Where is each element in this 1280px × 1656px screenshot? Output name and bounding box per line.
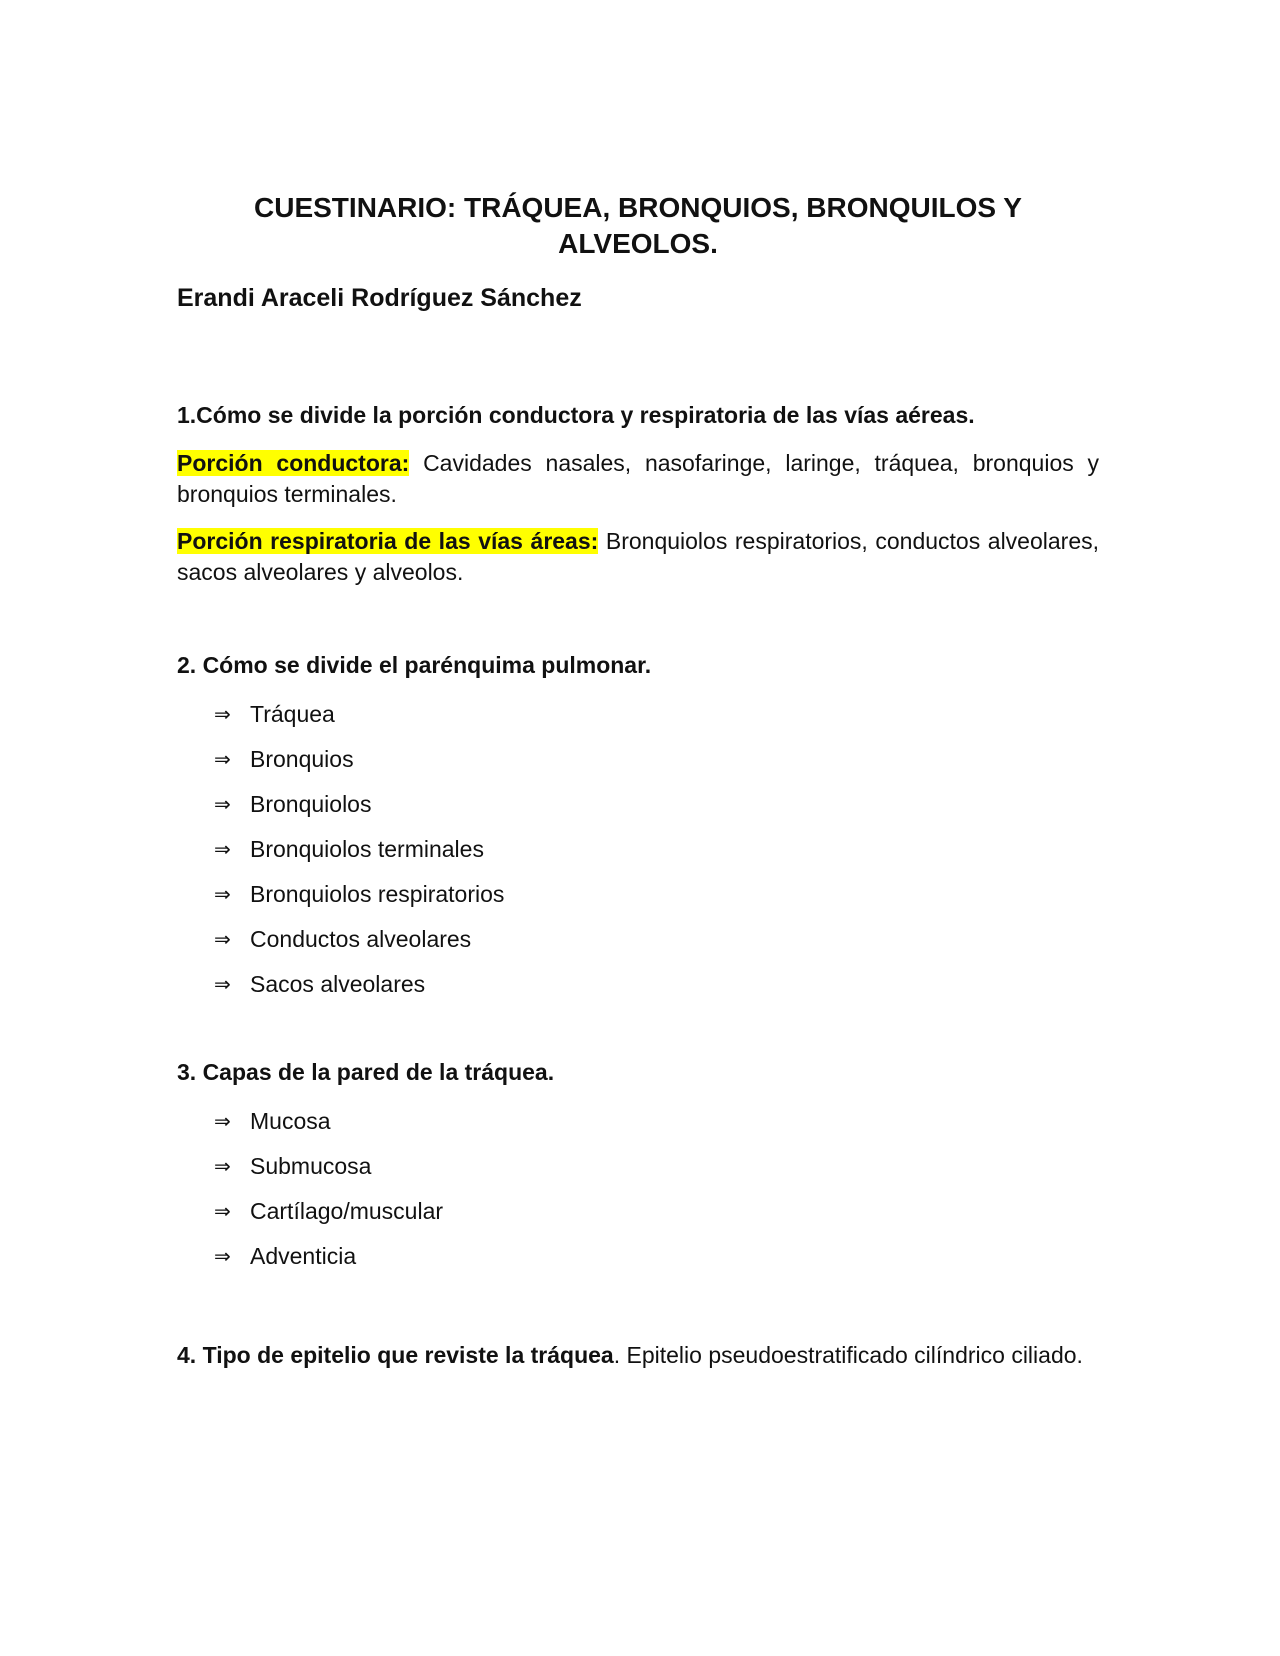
list-item [214, 1189, 1099, 1234]
list-item-text: Conductos alveolares [250, 926, 472, 952]
answer-respiratoria [177, 526, 1099, 588]
double-arrow-icon: ⇒ [214, 972, 231, 996]
parenquima-list [177, 692, 1099, 1007]
double-arrow-icon: ⇒ [214, 702, 231, 726]
list-item-text: Bronquiolos respiratorios [250, 881, 505, 907]
list-item [214, 1234, 1099, 1279]
answer-conductora [177, 448, 1099, 510]
list-item [214, 692, 1099, 737]
list-item [214, 827, 1099, 872]
label-respiratoria: Porción respiratoria de las vías áreas: [177, 528, 599, 554]
double-arrow-icon: ⇒ [214, 1154, 231, 1178]
list-item [214, 737, 1099, 782]
question-2: 2. Cómo se divide el parénquima pulmonar. [177, 652, 652, 678]
question-3: 3. Capas de la pared de la tráquea. [177, 1059, 555, 1085]
question-4 [177, 1331, 1099, 1379]
document-page [177, 190, 1099, 1402]
list-item-text: Bronquios [250, 746, 354, 772]
list-item-text: Mucosa [250, 1108, 331, 1134]
double-arrow-icon: ⇒ [214, 747, 231, 771]
double-arrow-icon: ⇒ [214, 1109, 231, 1133]
list-item [214, 1144, 1099, 1189]
double-arrow-icon: ⇒ [214, 1244, 231, 1268]
double-arrow-icon: ⇒ [214, 837, 231, 861]
list-item [214, 782, 1099, 827]
question-4-label: 4. Tipo de epitelio que reviste la tráquea [177, 1342, 614, 1368]
list-item-text: Cartílago/muscular [250, 1198, 444, 1224]
label-conductora: Porción conductora: [177, 450, 410, 476]
double-arrow-icon: ⇒ [214, 792, 231, 816]
text-conductora: Cavidades nasales, nasofaringe, laringe, tráquea, bronquios y bronquios terminales. [177, 450, 1100, 507]
double-arrow-icon: ⇒ [214, 1199, 231, 1223]
list-item-text: Bronquiolos [250, 791, 372, 817]
list-item-text: Submucosa [250, 1153, 372, 1179]
double-arrow-icon: ⇒ [214, 927, 231, 951]
double-arrow-icon: ⇒ [214, 882, 231, 906]
list-item [214, 962, 1099, 1007]
list-item [214, 872, 1099, 917]
author-name: Erandi Araceli Rodríguez Sánchez [177, 284, 582, 312]
capas-list [177, 1099, 1099, 1279]
list-item-text: Sacos alveolares [250, 971, 426, 997]
list-item-text: Tráquea [250, 701, 335, 727]
list-item-text: Adventicia [250, 1243, 357, 1269]
list-item-text: Bronquiolos terminales [250, 836, 484, 862]
question-4-answer: . Epitelio pseudoestratificado cilíndrico ciliado. [613, 1342, 1083, 1368]
list-item [214, 1099, 1099, 1144]
text-respiratoria: Bronquiolos respiratorios, conductos alveolares, sacos alveolares y alveolos. [177, 528, 1100, 585]
list-item [214, 917, 1099, 962]
question-1: 1.Cómo se divide la porción conductora y respiratoria de las vías aéreas. [177, 402, 975, 428]
document-title: CUESTINARIO: TRÁQUEA, BRONQUIOS, BRONQUILOS Y ALVEOLOS. [254, 192, 1022, 259]
